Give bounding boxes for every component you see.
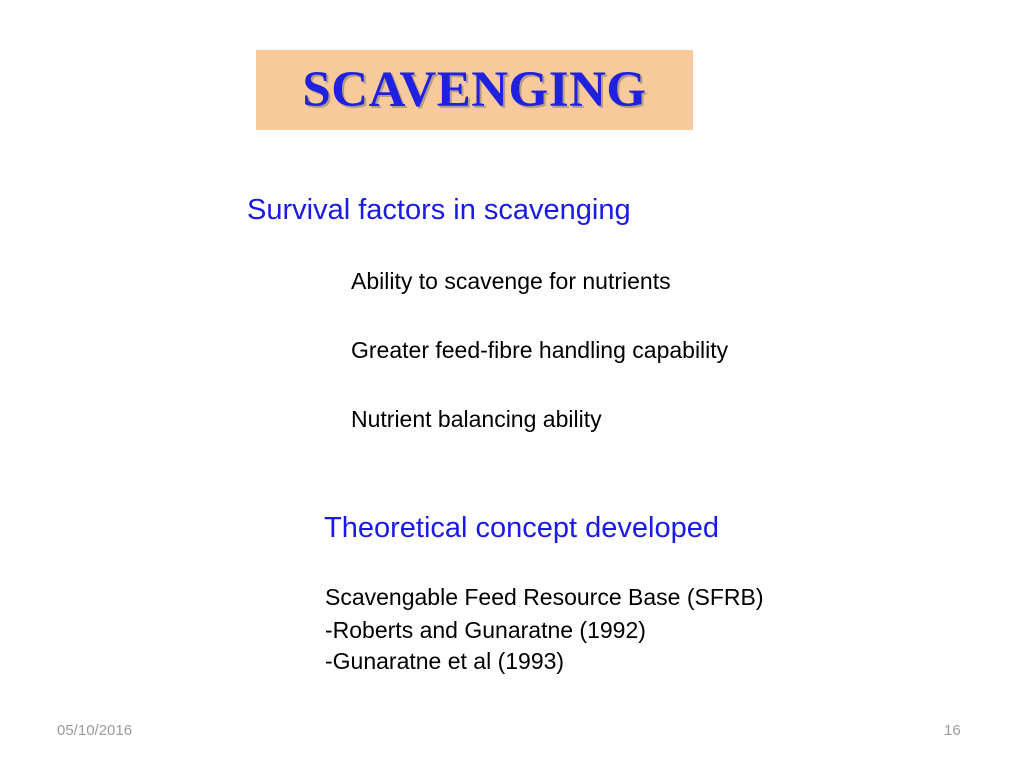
slide-title: SCAVENGING xyxy=(302,62,647,118)
list-item: -Roberts and Gunaratne (1992) xyxy=(325,617,646,643)
footer-page-number: 16 xyxy=(944,722,961,739)
list-item: -Gunaratne et al (1993) xyxy=(325,648,565,674)
list-item: Scavengable Feed Resource Base (SFRB) xyxy=(325,584,764,610)
section-one-heading: Survival factors in scavenging xyxy=(247,194,631,226)
list-item: Nutrient balancing ability xyxy=(351,406,602,432)
section-two-heading: Theoretical concept developed xyxy=(324,512,719,544)
list-item: Greater feed-fibre handling capability xyxy=(351,337,729,363)
list-item: Ability to scavenge for nutrients xyxy=(351,268,671,294)
footer-date: 05/10/2016 xyxy=(57,722,133,739)
